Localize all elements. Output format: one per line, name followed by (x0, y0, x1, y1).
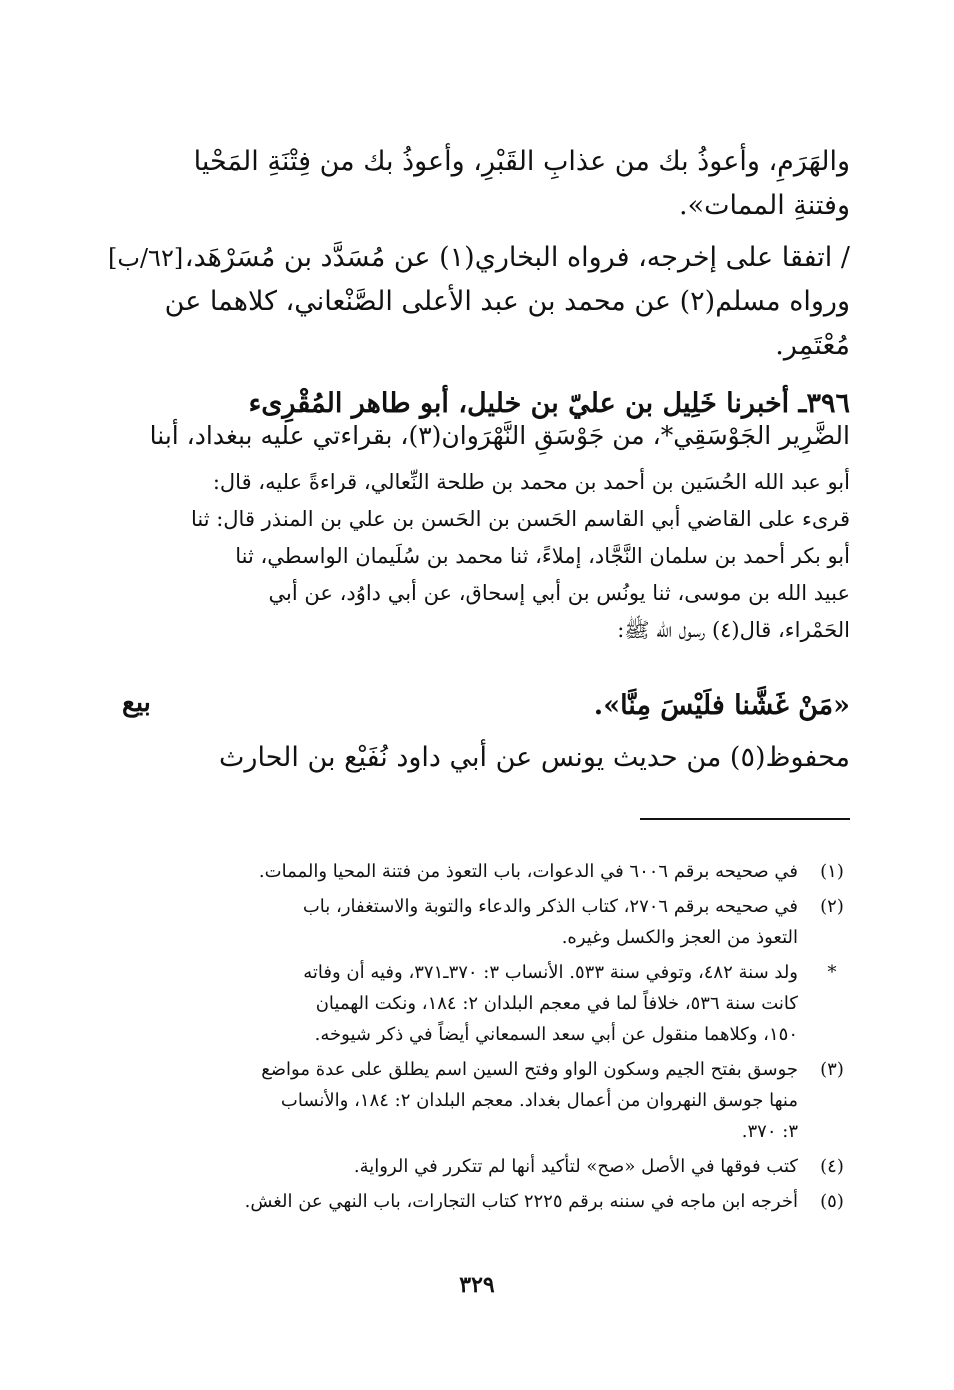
passage-line: والهَرَمِ، وأعوذُ بك من عذابِ القَبْرِ، وأعوذُ بك من فِتْنَةِ المَحْيا (193, 146, 850, 177)
footnote-number: (١) (820, 861, 844, 882)
footnote-number: (٤) (820, 1156, 844, 1177)
takhrij-paragraph (164, 236, 850, 368)
footnote (230, 856, 850, 887)
passage-line: وفتنةِ الممات». (679, 190, 850, 221)
page-number: ٣٢٩ (459, 1272, 495, 1298)
footnote-number: (٢) (820, 896, 844, 917)
takhrij-line: / اتفقا على إخرجه، فرواه البخاري(١) عن مُسَدَّد بن مُسَرْهَد، (184, 242, 850, 273)
isnad-block (190, 464, 850, 649)
footnote (230, 1054, 850, 1147)
takhrij-line: ورواه مسلم(٢) عن محمد بن عبد الأعلى الصَّنْعاني، كلاهما عن (164, 286, 850, 317)
isnad-line: أبو بكر أحمد بن سلمان النَّجَّاد، إملاءً، ثنا محمد بن سُلَيمان الواسطي، ثنا (235, 544, 850, 568)
hadith-comment (219, 736, 850, 780)
footnote (230, 891, 850, 953)
footnote-line: كتب فوقها في الأصل «صح» لتأكيد أنها لم تتكرر في الرواية. (353, 1156, 798, 1177)
hadith-heading-continued (149, 416, 850, 456)
footnote (230, 957, 850, 1050)
top-passage (193, 140, 850, 228)
isnad-line: قرىء على القاضي أبي القاسم الحَسن بن الحَسن بن علي بن المنذر قال: ثنا (190, 507, 850, 531)
footnotes-section (230, 856, 850, 1221)
footnote-number: (٥) (820, 1191, 844, 1212)
isnad-line: أبو عبد الله الحُسَين بن أحمد بن محمد بن طلحة النِّعالي، قراءةً عليه، قال: (212, 470, 850, 494)
matn-line: «مَنْ غَشَّنا فلَيْسَ مِنَّا». (593, 690, 850, 721)
footnote-line: في صحيحه برقم ٦٠٠٦ في الدعوات، باب التعوذ من فتنة المحيا والممات. (258, 861, 798, 882)
margin-keyword: بيع (122, 688, 151, 718)
footnote-line: جوسق بفتح الجيم وسكون الواو وفتح السين اسم يطلق على عدة مواضع (261, 1059, 798, 1080)
footnote-number: * (827, 962, 837, 983)
footnote-line: أخرجه ابن ماجه في سننه برقم ٢٢٢٥ كتاب التجارات، باب النهي عن الغش. (244, 1191, 798, 1212)
footnote-separator (640, 818, 850, 820)
margin-folio-reference: [٦٢/ب] (108, 244, 184, 272)
hadith-heading-line: ٣٩٦ـ أخبرنا خَلِيل بن عليّ بن خليل، أبو طاهر المُقْرِىء (248, 388, 850, 419)
footnote-line: ولد سنة ٤٨٢، وتوفي سنة ٥٣٣. الأنساب ٣: ٣٧٠ـ٣٧١، وفيه أن وفاته (303, 962, 798, 983)
footnote-line: ٣: ٣٧٠. (741, 1121, 798, 1142)
footnote-line: كانت سنة ٥٣٦، خلافاً لما في معجم البلدان ٢: ١٨٤، ونكت الهميان (315, 993, 798, 1014)
takhrij-line: مُعْتَمِر. (775, 330, 850, 361)
hadith-matn (230, 684, 850, 728)
hadith-heading-line: الضَّرِير الجَوْسَقِي*، من جَوْسَقِ النَّهْرَوان(٣)، بقراءتي عليه ببغداد، أبنا (149, 421, 850, 450)
footnote-line: منها جوسق النهروان من أعمال بغداد. معجم البلدان ٢: ١٨٤، والأنساب (280, 1090, 798, 1111)
footnote-line: في صحيحه برقم ٢٧٠٦، كتاب الذكر والدعاء والتوبة والاستغفار، باب (302, 896, 798, 917)
comment-line: محفوظ(٥) من حديث يونس عن أبي داود نُفَيْع بن الحارث (219, 742, 850, 773)
isnad-line: الحَمْراء، قال(٤) رسول الله ﷺ: (617, 618, 850, 642)
footnote-number: (٣) (820, 1059, 844, 1080)
footnote (230, 1186, 850, 1217)
isnad-line: عبيد الله بن موسى، ثنا يونُس بن أبي إسحاق، عن أبي داوُد، عن أبي (268, 581, 850, 605)
footnote-line: التعوذ من العجز والكسل وغيره. (561, 927, 798, 948)
footnote (230, 1151, 850, 1182)
footnote-line: ١٥٠، وكلاهما منقول عن أبي سعد السمعاني أيضاً في ذكر شيوخه. (314, 1024, 798, 1045)
